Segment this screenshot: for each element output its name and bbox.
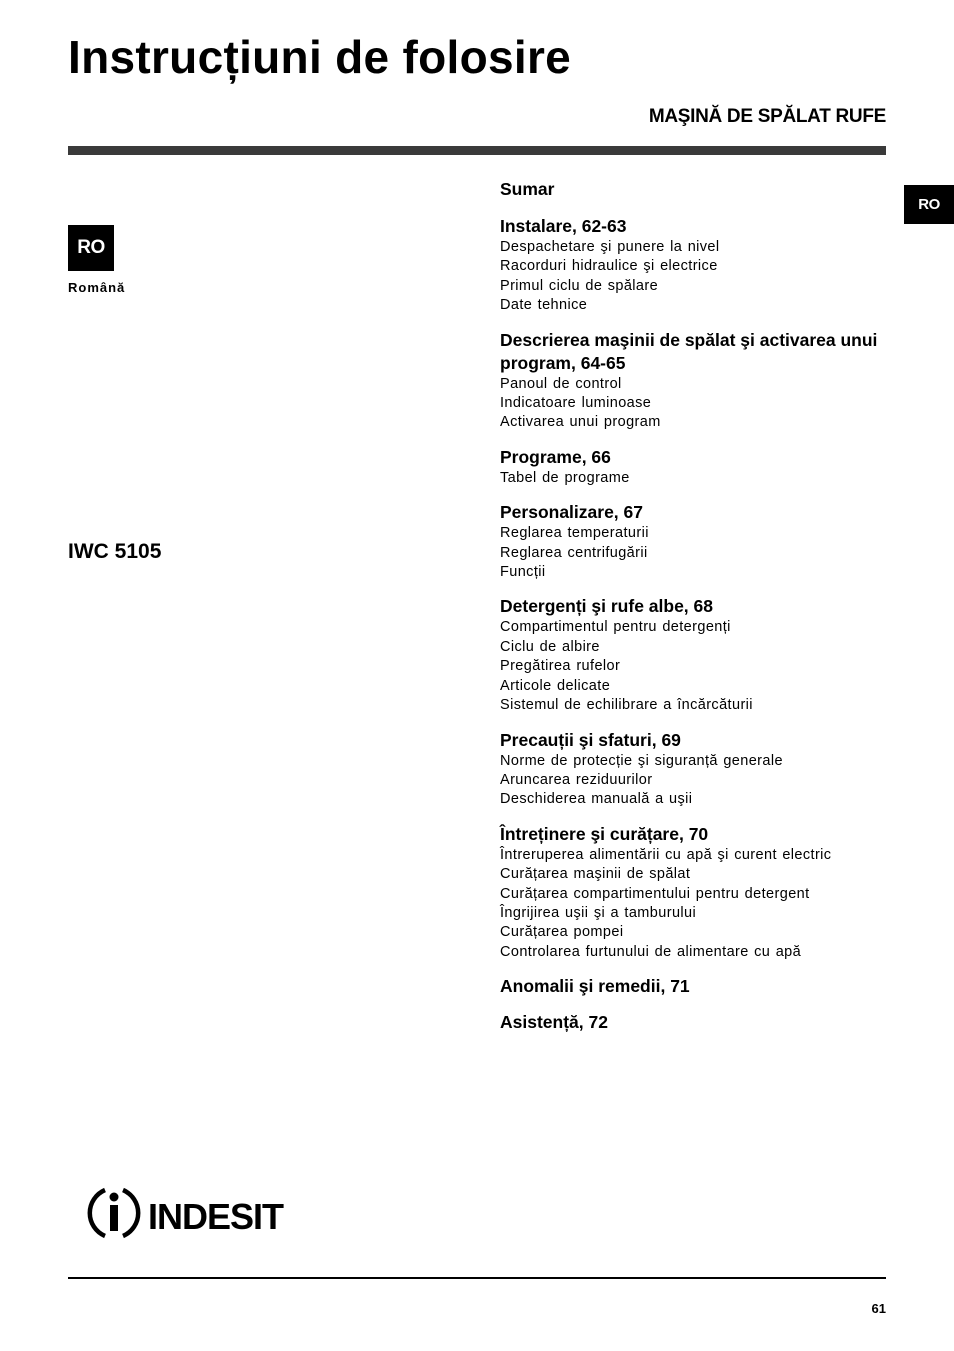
model-number: IWC 5105 bbox=[68, 540, 162, 563]
toc-section bbox=[500, 329, 890, 433]
toc-section-item: Tabel de programe bbox=[500, 469, 630, 486]
language-code-badge: RO bbox=[68, 225, 114, 271]
toc-section bbox=[500, 729, 890, 810]
page-title: Instrucțiuni de folosire bbox=[68, 31, 572, 83]
toc-section-title: Detergenți şi rufe albe, 68 bbox=[500, 596, 713, 617]
toc-section-title: Anomalii şi remedii, 71 bbox=[500, 976, 690, 997]
header-divider bbox=[68, 146, 886, 155]
toc-section-title: Instalare, 62-63 bbox=[500, 216, 627, 236]
toc-section-item: Ciclu de albire bbox=[500, 638, 600, 655]
toc-section bbox=[500, 446, 890, 488]
toc-section-title: Asistență, 72 bbox=[500, 1012, 608, 1033]
toc-section-item: Indicatoare luminoase bbox=[500, 395, 652, 412]
indesit-logo bbox=[86, 1183, 316, 1243]
toc-section-title: Precauții şi sfaturi, 69 bbox=[500, 729, 681, 750]
table-of-contents bbox=[500, 178, 890, 1047]
toc-section-item: Întreruperea alimentării cu apă şi curent electric bbox=[500, 846, 832, 863]
toc-section-item: Panoul de control bbox=[500, 375, 622, 392]
footer-divider bbox=[68, 1277, 886, 1279]
toc-sections bbox=[500, 215, 890, 1034]
page-number: 61 bbox=[871, 1301, 886, 1316]
toc-section-item: Curățarea maşinii de spălat bbox=[500, 866, 691, 883]
toc-section-item: Reglarea temperaturii bbox=[500, 525, 649, 542]
toc-section-title: Descrierea maşinii de spălat şi activarea unui program, 64-65 bbox=[500, 329, 878, 373]
toc-section-item: Reglarea centrifugării bbox=[500, 544, 648, 561]
toc-section bbox=[500, 215, 890, 316]
toc-section bbox=[500, 823, 890, 962]
toc-section-item: Pregătirea rufelor bbox=[500, 658, 621, 675]
toc-section-item: Primul ciclu de spălare bbox=[500, 277, 659, 294]
toc-section bbox=[500, 975, 890, 998]
product-category: MAŞINĂ DE SPĂLAT RUFE bbox=[648, 106, 886, 127]
toc-section-item: Norme de protecție şi siguranță generale bbox=[500, 752, 783, 769]
toc-section-title: Întreținere şi curățare, 70 bbox=[500, 823, 709, 844]
toc-section-item: Date tehnice bbox=[500, 297, 588, 314]
language-name: Română bbox=[68, 280, 126, 295]
toc-section bbox=[500, 1011, 890, 1034]
toc-section-item: Curățarea compartimentului pentru detergent bbox=[500, 885, 810, 902]
toc-section-item: Activarea unui program bbox=[500, 414, 661, 431]
indesit-wordmark: INDESIT bbox=[148, 1196, 284, 1237]
toc-section bbox=[500, 595, 890, 715]
toc-section-item: Controlarea furtunului de alimentare cu apă bbox=[500, 943, 802, 960]
toc-section bbox=[500, 501, 890, 582]
language-side-tab: RO bbox=[904, 185, 954, 224]
toc-section-title: Personalizare, 67 bbox=[500, 502, 643, 523]
toc-section-item: Deschiderea manuală a uşii bbox=[500, 791, 693, 808]
indesit-i-logo-icon bbox=[90, 1190, 138, 1236]
toc-section-item: Compartimentul pentru detergenți bbox=[500, 619, 731, 636]
toc-section-item: Sistemul de echilibrare a încărcăturii bbox=[500, 697, 753, 714]
toc-section-item: Despachetare şi punere la nivel bbox=[500, 239, 720, 255]
toc-section-item: Articole delicate bbox=[500, 677, 611, 694]
toc-section-item: Funcții bbox=[500, 564, 546, 581]
toc-section-item: Racorduri hidraulice şi electrice bbox=[500, 258, 718, 275]
toc-section-title: Programe, 66 bbox=[500, 446, 611, 467]
toc-section-item: Îngrijirea uşii şi a tamburului bbox=[500, 904, 697, 921]
toc-section-item: Curățarea pompei bbox=[500, 924, 624, 941]
toc-section-item: Aruncarea reziduurilor bbox=[500, 771, 653, 788]
toc-heading: Sumar bbox=[500, 179, 555, 199]
